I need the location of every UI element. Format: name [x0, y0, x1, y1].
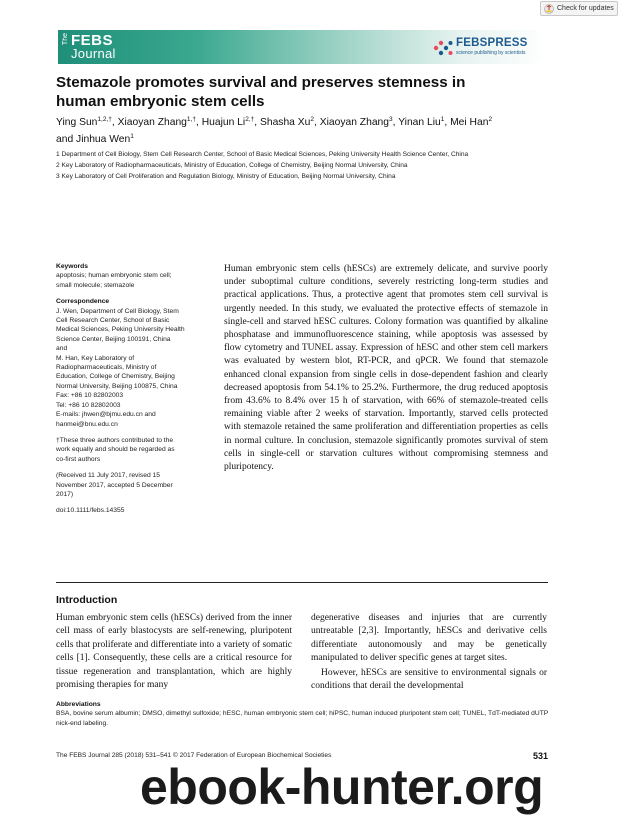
- correspondence-line: J. Wen, Department of Cell Biology, Stem: [56, 307, 179, 315]
- abstract-text: Human embryonic stem cells (hESCs) are extremely delicate, and survive poorly under suboptimal culture conditions, severely restricting long-term studies and practical applications. Thus, a protective agent that promotes stem cell survival is urgently needed. In this study, we evaluated the protective effects of stemazole in single-cell and starved hESC cultures. Colony formation was quantified by alkaline phosphatase and immunofluorescence staining, while apoptosis was assessed by flow cytometry and TUNEL assay. Expression of hESC and other stem cell markers was evaluated by western blot, RT-PCR, and qPCR. We found that stemazole enhanced clonal expansion from single cells in dose-dependent fashion and clearly decreased apoptosis from 54.1% to 25.2%. Furthermore, the drug reduced apoptosis from 43.6% to 8.4% over 15 h of starvation, with 66% of stemazole-treated cells remaining viable after 2 weeks of starvation. Importantly, starved cells protected with stemazole retained the same proliferation and differentiation properties as cells in normal culture. In conclusion, stemazole significantly promotes survival of stem cells in single-cell or starvation cultures without compromising stemness and pluripotency.: [224, 264, 548, 473]
- introduction-paragraph: degenerative diseases and injuries that are currently untreatable [2,3]. Importantly, hESCs and derivative cells differentiate autonomously and may be genetically manipulated to deliver specific genes at target sites.: [311, 613, 547, 664]
- author-separator: ,: [195, 117, 202, 128]
- watermark-text: ebook-hunter.org: [140, 759, 544, 815]
- journal-logo-the: The: [62, 33, 69, 46]
- journal-logo-journal: Journal: [71, 46, 116, 61]
- article-title-line: Stemazole promotes survival and preserves stemness in: [56, 74, 466, 91]
- doi-link[interactable]: doi:10.1111/febs.14355: [56, 507, 125, 515]
- equal-contribution-line: †These three authors contributed to the: [56, 436, 174, 444]
- equal-contribution-line: co-first authors: [56, 455, 101, 463]
- author-affil-sup: 1: [440, 116, 445, 123]
- check-updates-icon: [544, 4, 554, 14]
- keywords-heading: Keywords: [56, 263, 88, 270]
- febs-press-tagline: science publishing by scientists: [456, 50, 526, 56]
- febs-press-name: FEBSPRESS: [456, 37, 528, 49]
- author-name: Mei Han: [450, 117, 489, 128]
- correspondence-line: and: [56, 345, 68, 353]
- introduction-left-column: Human embryonic stem cells (hESCs) derived from the inner cell mass of early blastocysts are self-renewing, pluripotent cells that proliferate and differentiate into a variety of somatic cells [1]. Consequently, these cells are a critical resource for tissue regeneration and transplantation, which are highly promising therapies for many: [56, 613, 292, 691]
- author-name: Xiaoyan Zhang: [319, 117, 390, 128]
- introduction-heading: Introduction: [56, 594, 118, 606]
- introduction-paragraph: However, hESCs are sensitive to environmental signals or conditions that derail the developmental: [311, 667, 547, 692]
- correspondence-block: [56, 297, 216, 429]
- correspondence-line: Science Center, Beijing 100191, China: [56, 335, 171, 343]
- author-name: Yinan Liu: [398, 117, 441, 128]
- correspondence-line: Medical Sciences, Peking University Health: [56, 326, 185, 334]
- author-list: [56, 113, 556, 147]
- abbreviations-block: [56, 700, 556, 728]
- author-affil-sup: 3: [389, 116, 393, 123]
- correspondence-heading: Correspondence: [56, 298, 110, 306]
- article-title-line: human embryonic stem cells: [56, 93, 265, 110]
- correspondence-email-line[interactable]: hanmei@bnu.edu.cn: [56, 420, 118, 428]
- author-affil-sup: 1: [130, 133, 134, 140]
- author-name: and Jinhua Wen: [56, 134, 131, 145]
- affiliation-list: [56, 150, 556, 183]
- page-number: 531: [532, 751, 548, 761]
- abbreviations-heading: Abbreviations: [56, 701, 101, 708]
- received-line: (Received 11 July 2017, revised 15: [56, 472, 160, 480]
- equal-contribution-line: work equally and should be regarded as: [56, 446, 175, 454]
- author-affil-sup: 1,2,†: [97, 116, 112, 123]
- author-separator: ,: [111, 117, 118, 128]
- keywords-line: small molecule; stemazole: [56, 281, 135, 289]
- author-name: Huajun Li: [201, 117, 246, 128]
- affiliation-item: 1 Department of Cell Biology, Stem Cell Research Center, School of Basic Medical Sciences, Peking University Health Science Center, China: [56, 151, 469, 158]
- received-line: November 2017, accepted 5 December: [56, 481, 173, 489]
- affiliation-item: 3 Key Laboratory of Cell Proliferation and Regulation Biology, Ministry of Education, Beijing Normal University, China: [56, 173, 396, 180]
- keywords-block: [56, 262, 216, 290]
- correspondence-email-line[interactable]: E-mails: jhwen@bjmu.edu.cn and: [56, 411, 156, 419]
- author-name: Shasha Xu: [259, 117, 311, 128]
- author-affil-sup: 2,†: [245, 116, 255, 123]
- introduction-right-column: [311, 612, 547, 693]
- received-line: 2017): [56, 490, 74, 498]
- keywords-line: apoptosis; human embryonic stem cell;: [56, 272, 172, 280]
- author-affil-sup: 2: [488, 116, 493, 123]
- article-title: [56, 73, 556, 111]
- author-name: Ying Sun: [56, 117, 98, 128]
- correspondence-line: Tel: +86 10 82802003: [56, 401, 121, 409]
- febs-press-dots-icon: [432, 38, 454, 58]
- author-name: Xiaoyan Zhang: [117, 117, 187, 128]
- abbreviations-text: BSA, bovine serum albumin; DMSO, dimethyl sulfoxide; hESC, human embryonic stem cell; hiPSC, human induced pluripotent stem cell; TUNEL, TdT-mediated dUTP nick-end labeling.: [56, 710, 549, 727]
- section-divider: [56, 582, 548, 583]
- correspondence-line: Normal University, Beijing 100875, China: [56, 382, 178, 390]
- author-affil-sup: 1,†: [186, 116, 196, 123]
- received-dates: [56, 471, 216, 499]
- author-separator: ,: [254, 117, 260, 128]
- journal-logo-febs: FEBS: [71, 32, 114, 49]
- author-separator: ,: [392, 117, 399, 128]
- affiliation-item: 2 Key Laboratory of Radiopharmaceuticals, Ministry of Education, College of Chemistry, Beijing Normal University, China: [56, 162, 408, 169]
- correspondence-line: M. Han, Key Laboratory of: [56, 354, 135, 362]
- footer-citation: The FEBS Journal 285 (2018) 531–541 © 2017 Federation of European Biochemical Societies: [56, 752, 332, 759]
- doi-block: [56, 506, 216, 515]
- journal-logo[interactable]: [62, 32, 132, 62]
- correspondence-line: Fax: +86 10 82802003: [56, 392, 124, 400]
- article-metadata-column: [56, 262, 216, 523]
- author-affil-sup: 2: [310, 116, 314, 123]
- check-for-updates-button[interactable]: [540, 1, 618, 16]
- correspondence-line: Cell Research Center, School of Basic: [56, 317, 170, 325]
- equal-contribution-note: [56, 436, 216, 464]
- author-separator: ,: [444, 117, 451, 128]
- febs-press-logo[interactable]: [432, 36, 544, 60]
- page-footer: [56, 752, 548, 759]
- check-updates-label: Check for updates: [557, 5, 614, 12]
- correspondence-line: Radiopharmaceuticals, Ministry of: [56, 364, 157, 372]
- author-separator: ,: [314, 117, 320, 128]
- correspondence-line: Education, College of Chemistry, Beijing: [56, 373, 175, 381]
